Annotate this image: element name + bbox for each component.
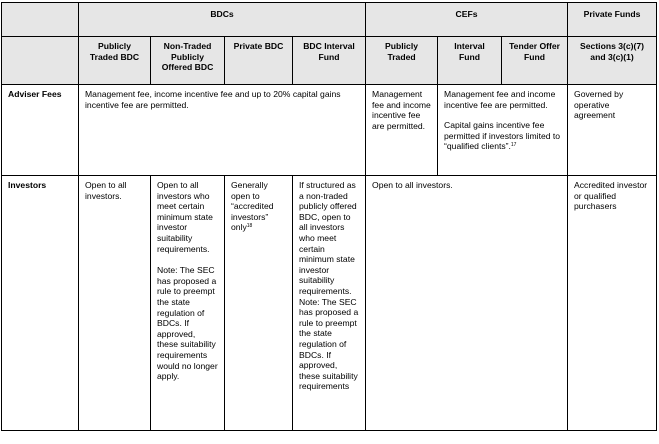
cell-adviser-fees-bdcs: Management fee, income incentive fee and up to 20% capital gains incentive fee are permitted.	[79, 85, 366, 176]
cell-adviser-fees-cef-interval-tender	[438, 85, 568, 176]
corner-cell-2	[2, 37, 79, 85]
cell-investors-cefs: Open to all investors.	[366, 176, 568, 431]
column-header-bdc-interval-fund: BDC Interval Fund	[293, 37, 366, 85]
row-label-investors: Investors	[2, 176, 79, 431]
group-header-cefs: CEFs	[366, 3, 568, 37]
column-header-private-bdc: Private BDC	[225, 37, 293, 85]
footnote-18[interactable]: 18	[246, 223, 253, 230]
adviser-fees-cef-para-1: Management fee and income incentive fee are permitted.	[444, 89, 556, 110]
table-row-investors	[2, 176, 657, 431]
investors-non-traded-note: Note: The SEC has proposed a rule to preempt the state regulation of BDCs. If approved, these suitability requirements would no longer apply.	[157, 265, 218, 382]
cell-investors-bdc-interval-fund: If structured as a non-traded publicly offered BDC, open to all investors who meet certain minimum state investor suitability requirements. Note: The SEC has proposed a rule to preempt the state regulation of BDCs. If approved, these suitability requirements	[293, 176, 366, 431]
investors-private-bdc-text: Generally open to “accredited investors” only	[231, 180, 274, 233]
row-label-adviser-fees: Adviser Fees	[2, 85, 79, 176]
column-header-row	[2, 37, 657, 85]
column-header-non-traded-bdc: Non-Traded Publicly Offered BDC	[151, 37, 225, 85]
column-header-cef-tender-offer-fund: Tender Offer Fund	[502, 37, 568, 85]
cell-adviser-fees-cef-publicly-traded: Management fee and income incentive fee are permitted.	[366, 85, 438, 176]
group-header-row	[2, 3, 657, 37]
corner-cell	[2, 3, 79, 37]
table-row-adviser-fees	[2, 85, 657, 176]
cell-investors-non-traded-bdc	[151, 176, 225, 431]
investors-non-traded-text: Open to all investors who meet certain minimum state investor suitability requirements.	[157, 180, 213, 254]
cell-adviser-fees-private-funds: Governed by operative agreement	[568, 85, 657, 176]
group-header-private-funds: Private Funds	[568, 3, 657, 37]
fund-comparison-table	[1, 2, 657, 431]
paragraph-gap	[444, 110, 561, 120]
cell-investors-private-bdc	[225, 176, 293, 431]
footnote-17[interactable]: 17	[510, 142, 517, 149]
group-header-bdcs: BDCs	[79, 3, 366, 37]
cell-investors-private-funds: Accredited investor or qualified purchasers	[568, 176, 657, 431]
column-header-private-sections: Sections 3(c)(7) and 3(c)(1)	[568, 37, 657, 85]
column-header-cef-publicly-traded: Publicly Traded	[366, 37, 438, 85]
adviser-fees-cef-para-2: Capital gains incentive fee permitted if investors limited to “qualified clients”.	[444, 120, 561, 152]
column-header-cef-interval-fund: Interval Fund	[438, 37, 502, 85]
cell-investors-publicly-traded-bdc: Open to all investors.	[79, 176, 151, 431]
column-header-publicly-traded-bdc: Publicly Traded BDC	[79, 37, 151, 85]
